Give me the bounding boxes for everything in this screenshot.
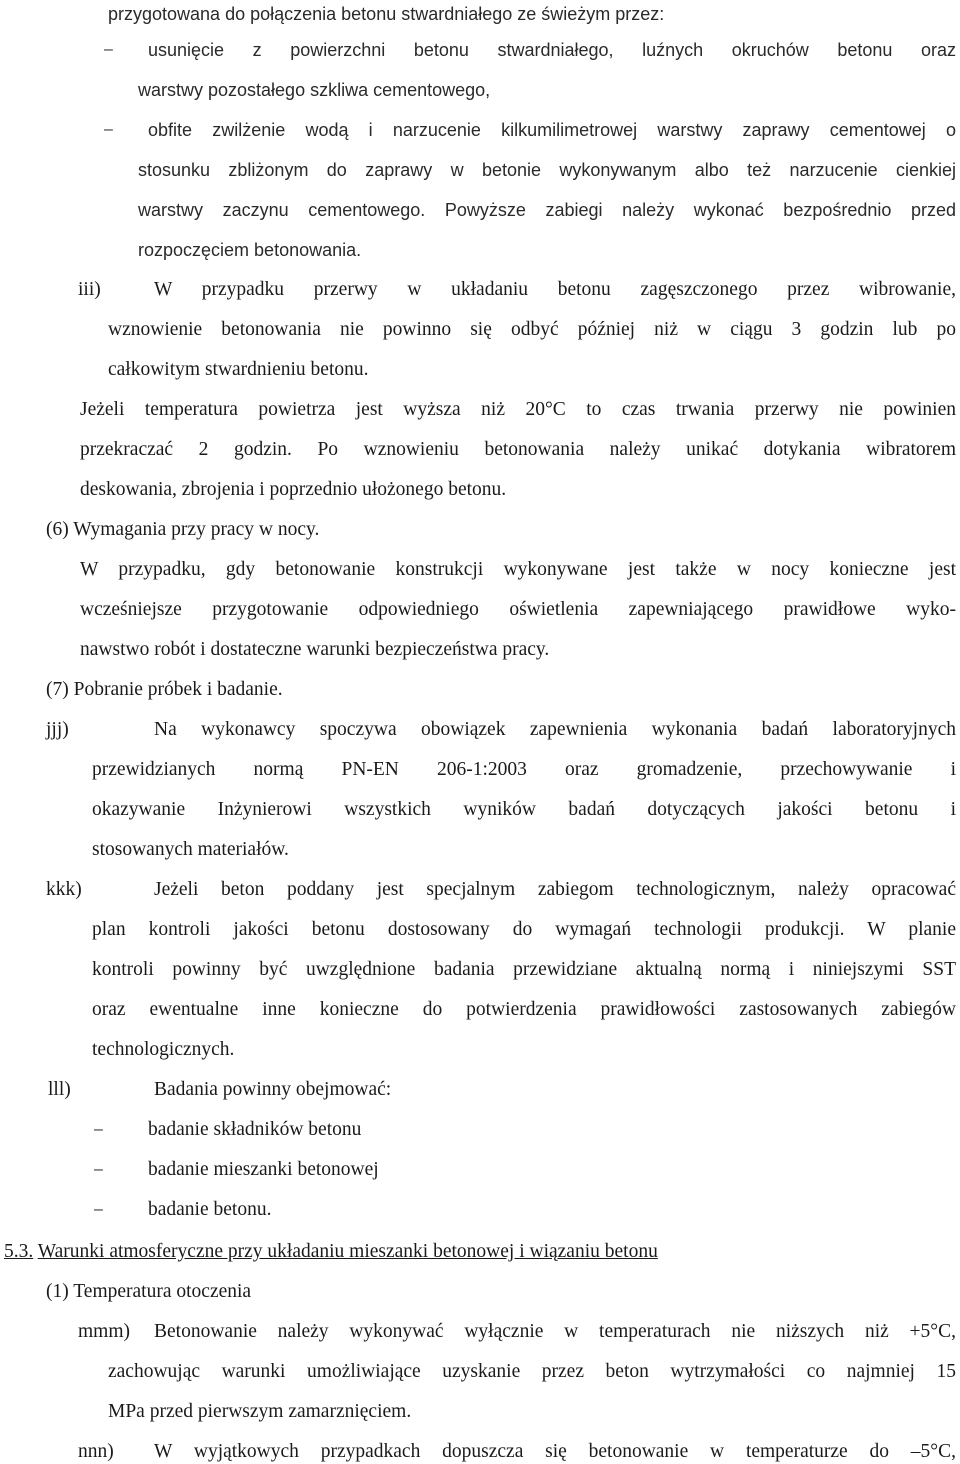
dash-bullet: – (104, 41, 113, 58)
section6-heading: (6) Wymagania przy pracy w nocy. (46, 519, 320, 540)
item-kkk-line3: kontroli powinny być uwzględnione badania przewidziane aktualną normą i niniejszymi SST (92, 959, 956, 980)
item-kkk-marker: kkk) (46, 879, 82, 900)
intro-line: przygotowana do połączenia betonu stwardniałego ze świeżym przez: (108, 4, 665, 24)
temp-line2: przekraczać 2 godzin. Po wznowieniu betonowania należy unikać dotykania wibratorem (80, 439, 956, 460)
dash2-line3: warstwy zaczynu cementowego. Powyższe zabiegi należy wykonać bezpośrednio przed (138, 200, 956, 220)
section53-number: 5.3. (4, 1241, 34, 1262)
dash2-line4: rozpoczęciem betonowania. (138, 240, 362, 260)
lll-bullet3: badanie betonu. (148, 1199, 272, 1220)
item-iii-line2: wznowienie betonowania nie powinno się odbyć później niż w ciągu 3 godzin lub po (108, 319, 956, 340)
item-mmm-line2: zachowując warunki umożliwiające uzyskanie przez beton wytrzymałości co najmniej 15 (108, 1361, 956, 1382)
dash-bullet: – (94, 1121, 103, 1138)
item-mmm-line3: MPa przed pierwszym zamarznięciem. (108, 1401, 412, 1422)
item-jjj-marker: jjj) (46, 719, 69, 740)
item-jjj-line1: Na wykonawcy spoczywa obowiązek zapewnienia wykonania badań laboratoryjnych (154, 719, 956, 740)
section6-line1: W przypadku, gdy betonowanie konstrukcji wykonywane jest także w nocy konieczne jest (80, 559, 956, 580)
item-nnn-line1: W wyjątkowych przypadkach dopuszcza się betonowanie w temperaturze do –5°C, (154, 1441, 956, 1462)
item-jjj-line2: przewidzianych normą PN-EN 206-1:2003 oraz gromadzenie, przechowywanie i (92, 759, 956, 780)
item-iii-line3: całkowitym stwardnieniu betonu. (108, 359, 369, 380)
section53-heading (4, 1240, 658, 1264)
dash2-line2: stosunku zbliżonym do zaprawy w betonie wykonywanym albo też narzucenie cienkiej (138, 160, 956, 180)
lll-bullet2: badanie mieszanki betonowej (148, 1159, 379, 1180)
item-iii-marker: iii) (78, 279, 101, 300)
dash-bullet: – (94, 1161, 103, 1178)
item-kkk-line2: plan kontroli jakości betonu dostosowany do wymagań technologii produkcji. W planie (92, 919, 956, 940)
section53-sub1: (1) Temperatura otoczenia (46, 1281, 252, 1302)
item-jjj-line4: stosowanych materiałów. (92, 839, 289, 860)
lll-bullet1: badanie składników betonu (148, 1119, 362, 1140)
dash1-line1: usunięcie z powierzchni betonu stwardniałego, luźnych okruchów betonu oraz (148, 40, 956, 60)
item-kkk-line4: oraz ewentualne inne konieczne do potwierdzenia prawidłowości zastosowanych zabiegów (92, 999, 956, 1020)
temp-line1: Jeżeli temperatura powietrza jest wyższa niż 20°C to czas trwania przerwy nie powinien (80, 399, 956, 420)
item-mmm-line1: Betonowanie należy wykonywać wyłącznie w temperaturach nie niższych niż +5°C, (154, 1321, 956, 1342)
item-mmm-marker: mmm) (78, 1321, 130, 1342)
section7-heading: (7) Pobranie próbek i badanie. (46, 679, 283, 700)
dash2-line1: obfite zwilżenie wodą i narzucenie kilkumilimetrowej warstwy zaprawy cementowej o (148, 120, 956, 140)
item-lll-line1: Badania powinny obejmować: (154, 1079, 392, 1100)
item-nnn-marker: nnn) (78, 1441, 114, 1462)
item-kkk-line1: Jeżeli beton poddany jest specjalnym zabiegom technologicznym, należy opracować (154, 879, 956, 900)
section53-title: Warunki atmosferyczne przy układaniu mieszanki betonowej i wiązaniu betonu (37, 1241, 658, 1262)
item-iii-line1: W przypadku przerwy w układaniu betonu zagęszczonego przez wibrowanie, (154, 279, 956, 300)
dash1-line2: warstwy pozostałego szkliwa cementowego, (138, 80, 491, 100)
temp-line3: deskowania, zbrojenia i poprzednio ułożonego betonu. (80, 479, 507, 500)
dash-bullet: – (104, 121, 113, 138)
item-kkk-line5: technologicznych. (92, 1039, 235, 1060)
section6-line2: wcześniejsze przygotowanie odpowiedniego oświetlenia zapewniającego prawidłowe wyko- (80, 599, 956, 620)
item-jjj-line3: okazywanie Inżynierowi wszystkich wyników badań dotyczących jakości betonu i (92, 799, 956, 820)
dash-bullet: – (94, 1201, 103, 1218)
section6-line3: nawstwo robót i dostateczne warunki bezpieczeństwa pracy. (80, 639, 550, 660)
item-lll-marker: lll) (48, 1079, 71, 1100)
